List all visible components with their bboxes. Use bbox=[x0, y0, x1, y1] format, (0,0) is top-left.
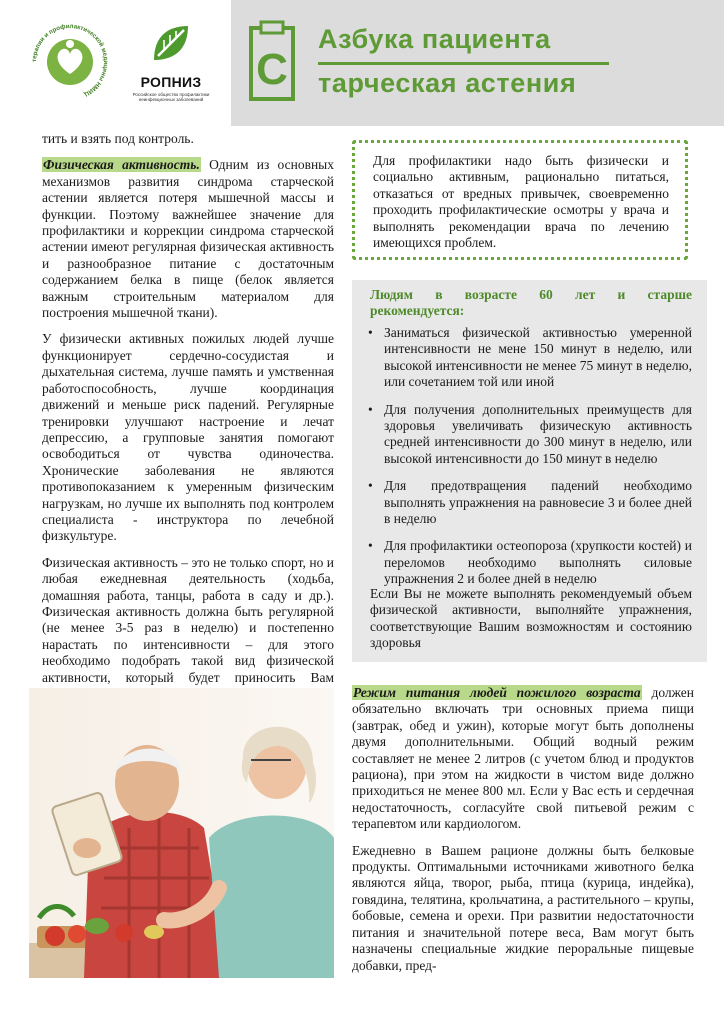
bullet-icon: • bbox=[368, 401, 373, 417]
section-heading-nutrition: Режим питания людей пожилого возраста bbox=[353, 685, 641, 700]
left-column bbox=[42, 131, 334, 712]
list-item: • Для предотвращения падений необходимо выполнять упражнения на равновесие 3 и более дней в неделю bbox=[368, 478, 692, 527]
list-item: • Для получения дополнительных преимуществ для здоровья увеличивать физическую активность средней интенсивности до 300 минут в неделю, или высокой интенсивности до 150 минут в неделю bbox=[368, 401, 692, 466]
subtitle-initial: С bbox=[256, 45, 288, 94]
elderly-couple-photo bbox=[29, 688, 334, 978]
tip-box bbox=[352, 140, 688, 260]
page-bottom-margin bbox=[0, 1000, 724, 1024]
list-item: • Для профилактики остеопороза (хрупкости костей) и переломов необходимо выполнять силовые упражнения 2 и более дней в неделю bbox=[368, 538, 692, 587]
paragraph-protein: Ежедневно в Вашем рационе должны быть белковые продукты. Оптимальными источниками животного белка являются яйца, творог, рыба, птица (курица, индейка), говядина, телятина, крольчатина, а растительного – крупы, бобовые, семена и орехи. При развитии недостаточности питания и значительной потере веса, Вам могут быть назначены специальные жидкие пероральные пищевые добавки, пред- bbox=[352, 842, 694, 973]
nmic-logo bbox=[30, 22, 110, 102]
page-subtitle: тарческая астения bbox=[318, 68, 577, 98]
ropniz-name: РОПНИЗ bbox=[140, 74, 202, 90]
title-divider bbox=[318, 62, 609, 65]
recommendations-panel bbox=[352, 280, 707, 662]
recommendations-heading: Людям в возрасте 60 лет и старше bbox=[370, 287, 692, 302]
nmic-logo-icon bbox=[30, 22, 110, 102]
paragraph-text: должен обязательно включать три основных приема пищи (завтрак, обед и ужин), которые могут быть дополнены двумя дополнительными. Общий водный режим составляет не менее 2 литров (с учетом блюд и продуктов рациона), при этом на жидкости в чистом виде должно приходиться не менее 800 мл. Если у Вас есть и сердечная недостаточность, согласуйте свой питьевой режим с терапевтом или кардиологом. bbox=[352, 685, 695, 832]
paragraph-nutrition bbox=[352, 685, 694, 833]
page-title: Азбука пациента bbox=[318, 24, 551, 54]
recommendations-list bbox=[358, 325, 692, 599]
paragraph-benefits: У физически активных пожилых людей лучше функционирует сердечно-сосудистая и дыхательная система, лучше память и умственная работоспособность, лучше координация движений и меньше риск падений. Регулярные тренировки улучшают настроение и лечат депрессию, а групповые занятия помогают освободиться от чувства одиночества. Хронические заболевания не являются противопоказанием к умеренным физическим нагрузкам, но лучше их выполнять под контролем специалиста - инструктора по лечебной физкультуре. bbox=[42, 331, 334, 544]
section-heading-physical-activity: Физическая активность. bbox=[43, 157, 200, 173]
leaf-icon bbox=[150, 22, 192, 64]
photo-illustration bbox=[29, 688, 334, 978]
paragraph-physical-activity bbox=[42, 157, 334, 321]
list-item: • Заниматься физической активностью умеренной интенсивности не мене 150 минут в неделю, или высокой интенсивности не менее 75 минут в неделю, или сочетанием той или иной bbox=[368, 325, 692, 390]
paragraph-activity-types: Физическая активность – это не только спорт, но и любая ежедневная деятельность (ходьба, домашняя работа, танцы, работа в саду и др.). Физическая активность должна быть регулярной (не менее 3-5 раз в неделю) и постепенно нарастать по интенсивности – для этого необходимо подобрать такой вид физической активности, который будет приносить Вам bbox=[42, 554, 334, 685]
paragraph-continuation: тить и взять под контроль. bbox=[42, 131, 194, 146]
bullet-icon: • bbox=[368, 478, 373, 494]
bullet-icon: • bbox=[368, 325, 373, 340]
paragraph-text: Одним из основных механизмов развития синдрома старческой астении является потеря мышечной массы и функции. Поэтому важнейшее значение для профилактики и коррекции синдрома старческой астении имеют регулярная физическая активность и разнообразное питание с достаточным содержанием белка в пище (белок является важным строительным материалом для построения мышечной ткани). bbox=[42, 157, 334, 321]
recommendations-heading-line2: рекомендуется: bbox=[370, 303, 465, 318]
ropniz-logo bbox=[130, 22, 212, 108]
right-column bbox=[352, 685, 694, 984]
svg-text:терапии и профилактической мед: терапии и профилактической медицины НМИЦ bbox=[30, 22, 110, 98]
ropniz-subtitle: Российское общество профилактики неинфекционных заболеваний bbox=[132, 92, 210, 102]
tip-text: Для профилактики надо быть физически и социально активным, рационально питаться, отказаться от вредных привычек, своевременно проходить профилактические осмотры у врача и выполнять рекомендации врача по лечению имеющихся проблем. bbox=[373, 153, 669, 251]
clipboard-icon bbox=[248, 20, 296, 102]
bullet-icon: • bbox=[368, 538, 373, 554]
recommendations-footer: Если Вы не можете выполнять рекомендуемый объем физической активности, выполняйте упражнения, соответствующие Вашим возможностям и состоянию здоровья bbox=[370, 586, 692, 651]
